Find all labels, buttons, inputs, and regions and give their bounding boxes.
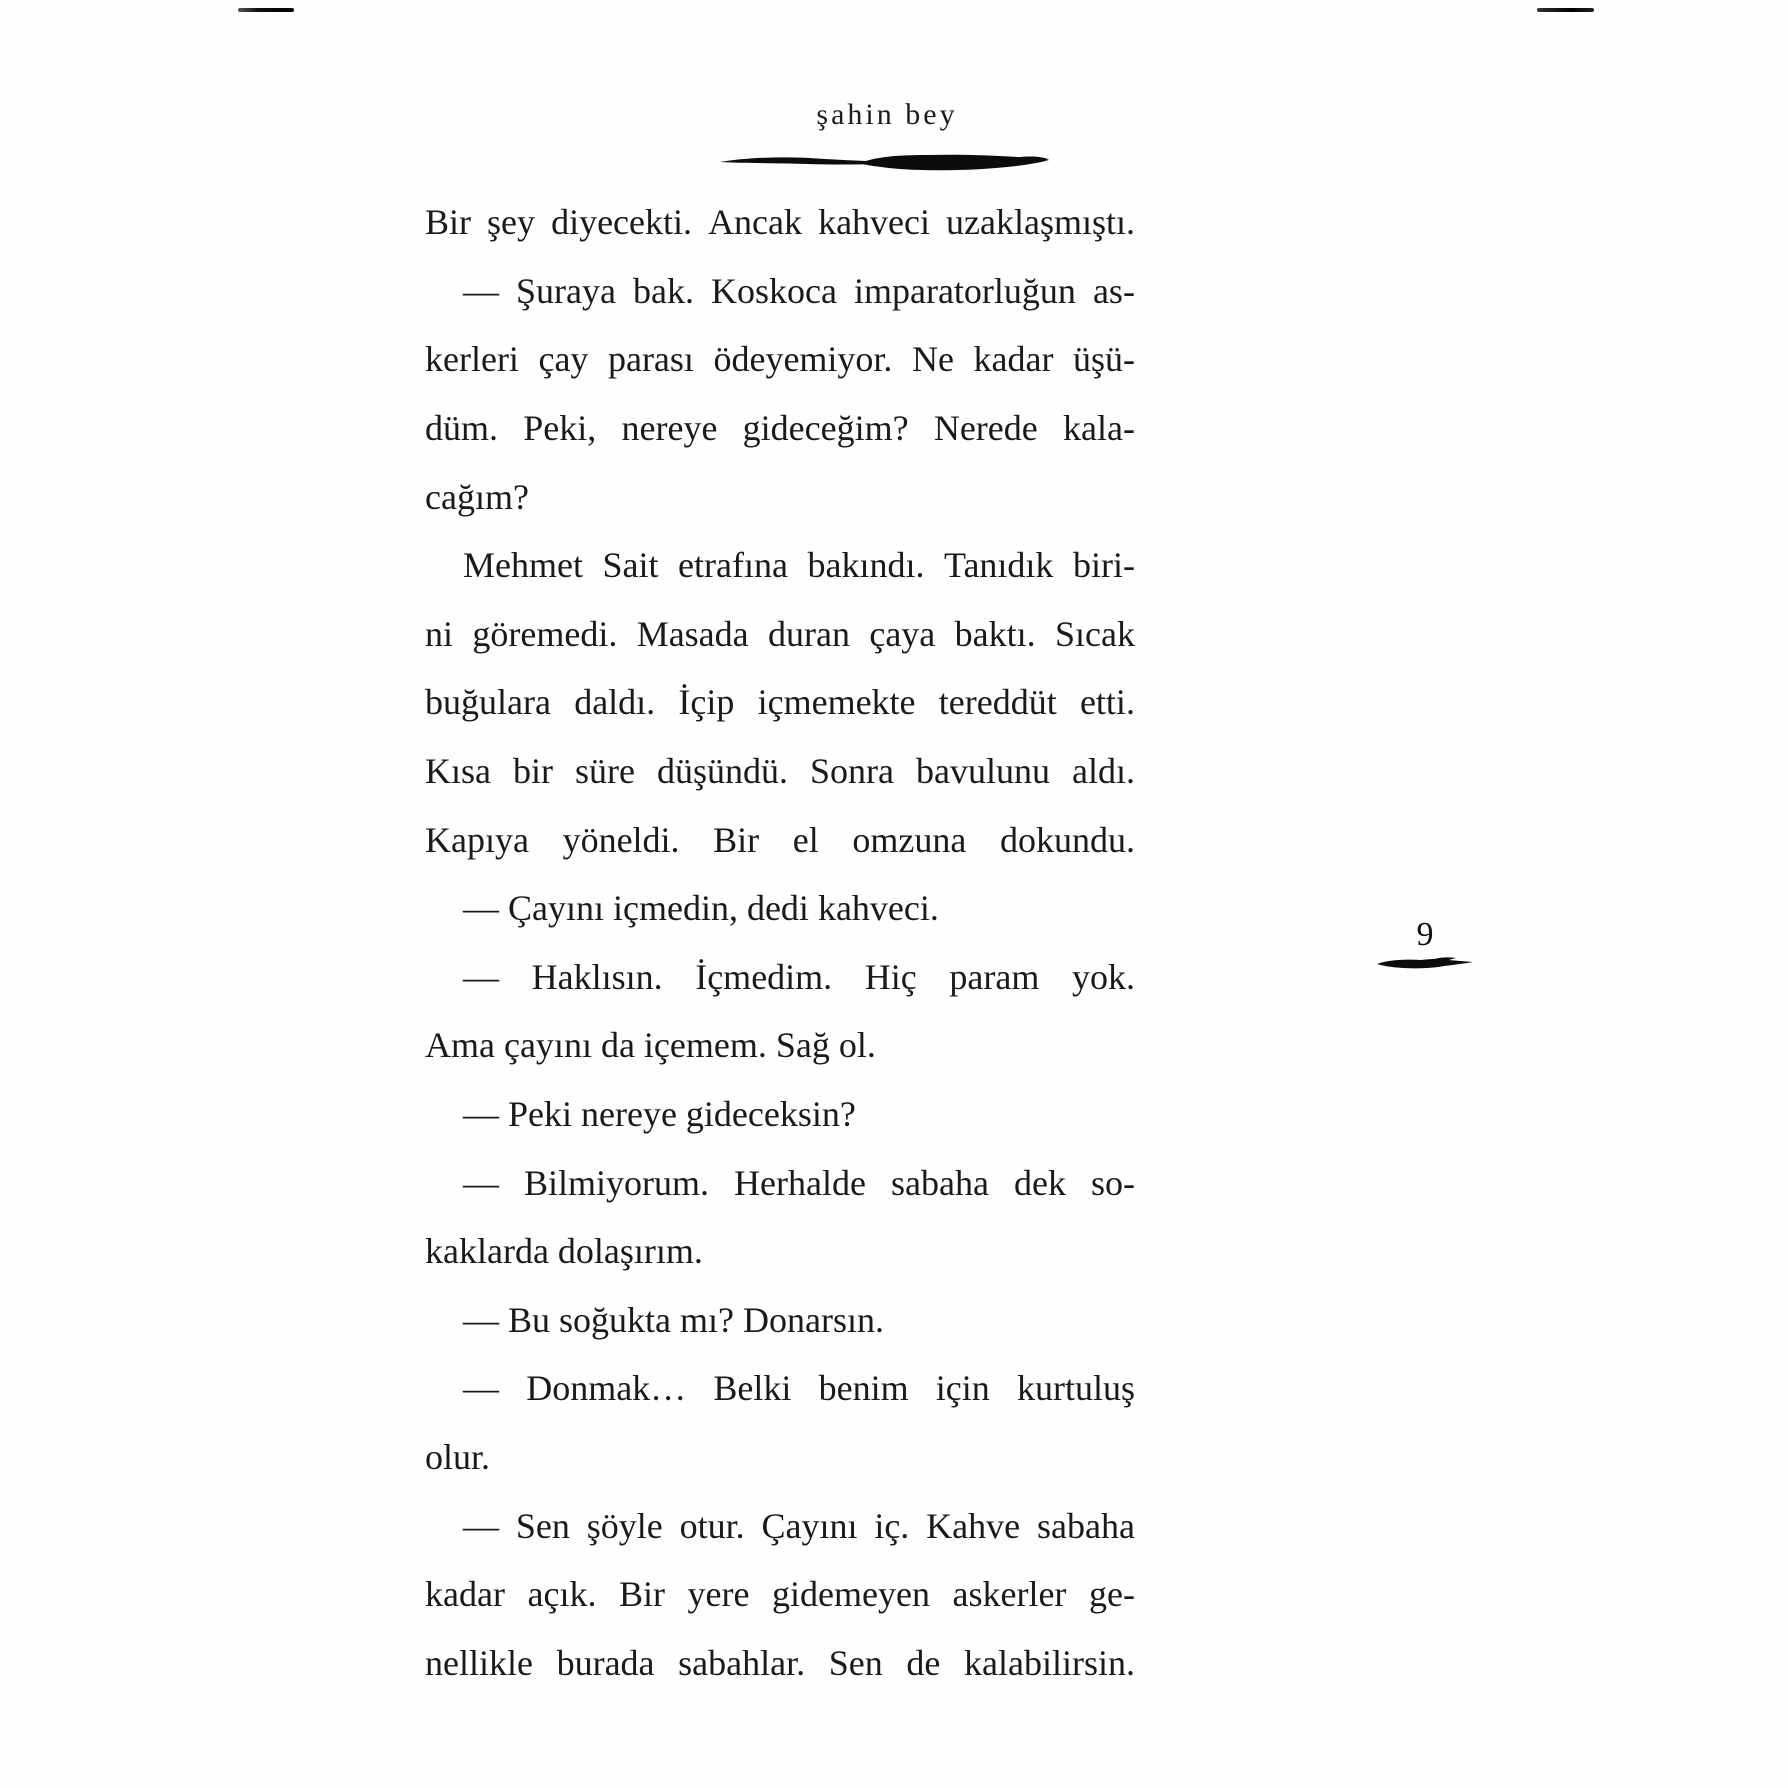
text-line: — Bilmiyorum. Herhalde sabaha dek so- bbox=[463, 1162, 1135, 1203]
text-line: nellikle burada sabahlar. Sen de kalabilirsin. bbox=[425, 1642, 1135, 1683]
text-line: cağım? bbox=[425, 476, 529, 517]
text-line: ni göremedi. Masada duran çaya baktı. Sıcak bbox=[425, 613, 1135, 654]
page-edge-dash-right bbox=[1537, 8, 1594, 12]
text-line: olur. bbox=[425, 1436, 491, 1477]
text-line: — Peki nereye gideceksin? bbox=[463, 1094, 856, 1135]
body-text bbox=[425, 188, 1135, 1697]
brush-stroke-icon bbox=[720, 146, 1050, 174]
text-line: kaklarda dolaşırım. bbox=[425, 1231, 703, 1272]
text-line: kadar açık. Bir yere gidemeyen askerler ge- bbox=[425, 1574, 1135, 1615]
text-line: — Çayını içmedin, dedi kahveci. bbox=[463, 888, 939, 929]
text-line: — Haklısın. İçmedim. Hiç param yok. bbox=[463, 956, 1135, 997]
text-line: — Sen şöyle otur. Çayını iç. Kahve sabaha bbox=[463, 1505, 1135, 1546]
running-head-title: şahin bey bbox=[816, 98, 958, 131]
text-line: buğulara daldı. İçip içmemekte tereddüt etti. bbox=[425, 682, 1135, 723]
text-line: kerleri çay parası ödeyemiyor. Ne kadar üşü- bbox=[425, 339, 1135, 380]
text-line: düm. Peki, nereye gideceğim? Nerede kala- bbox=[425, 408, 1135, 449]
brush-stroke-icon bbox=[1376, 954, 1474, 972]
text-line: — Bu soğukta mı? Donarsın. bbox=[463, 1299, 884, 1340]
page-edge-dash-left bbox=[238, 8, 294, 12]
text-line: Mehmet Sait etrafına bakındı. Tanıdık biri- bbox=[463, 545, 1135, 586]
text-line: Kısa bir süre düşündü. Sonra bavulunu aldı. bbox=[425, 751, 1135, 792]
text-line: Bir şey diyecekti. Ancak kahveci uzaklaşmıştı. bbox=[425, 202, 1135, 243]
page-number: 9 bbox=[1416, 916, 1434, 953]
text-line: — Şuraya bak. Koskoca imparatorluğun as- bbox=[463, 270, 1135, 311]
text-line: — Donmak… Belki benim için kurtuluş bbox=[463, 1368, 1135, 1409]
text-line: Kapıya yöneldi. Bir el omzuna dokundu. bbox=[425, 819, 1135, 860]
text-line: Ama çayını da içemem. Sağ ol. bbox=[425, 1025, 876, 1066]
